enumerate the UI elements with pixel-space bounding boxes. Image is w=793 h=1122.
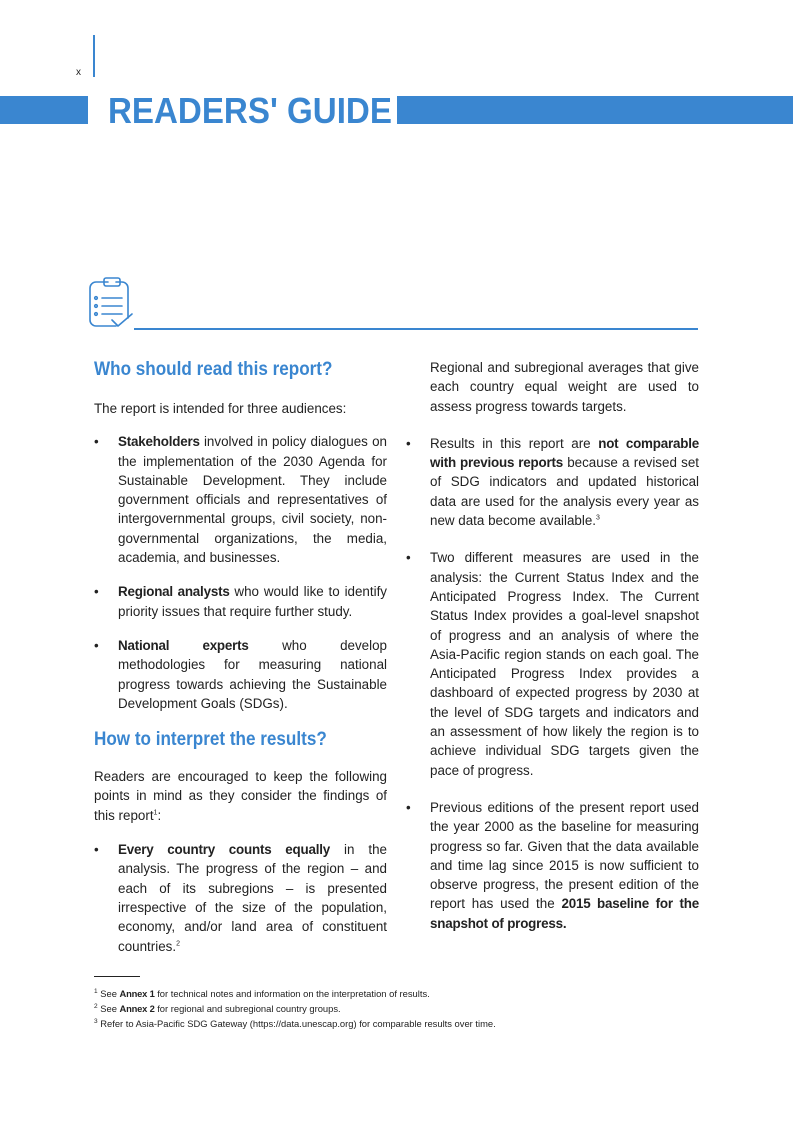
list-item: • Regional analysts who would like to identify priority issues that require further study. <box>94 582 387 621</box>
right-column <box>406 358 699 933</box>
list-item: • Two different measures are used in the analysis: the Current Status Index and the Anticipated Progress Index. The Current Status Index provides a goal-level snapshot of progress and an analysis of where the Asia-Pacific region stands on each goal. The Anticipated Progress Index provides a dashboard of expected progress by 2030 at the level of SDG targets and indicators and an assessment of how likely the region is to achieve individual SDG targets given the pace of progress. <box>406 548 699 780</box>
list-item: • Previous editions of the present report used the year 2000 as the baseline for measuring progress so far. Given that the data available and time lag since 2015 is now sufficient to observe progress, the present edition of the report has used the 2015 baseline for the snapshot of progress. <box>406 798 699 933</box>
interpret-intro: Readers are encouraged to keep the following points in mind as they consider the findings of this report$^1$: <box>94 769 387 823</box>
interpret-list <box>94 840 387 956</box>
footnote-2: $^2$ See Annex 2 for regional and subregional country groups. <box>94 1002 341 1014</box>
page-number: x <box>76 67 81 78</box>
footnote-ref: 3 <box>596 514 600 522</box>
left-column <box>94 358 387 956</box>
footnote-1: $^1$ See Annex 1 for technical notes and information on the interpretation of results. <box>94 987 430 999</box>
clipboard-checklist-icon <box>86 276 134 332</box>
footnote-ref: 2 <box>176 940 180 948</box>
intro-paragraph: The report is intended for three audiences: <box>94 401 347 416</box>
footnote-ref: 1 <box>153 809 158 817</box>
results-list <box>406 434 699 933</box>
title-band-left <box>0 96 88 124</box>
title-band-right <box>397 96 793 124</box>
continued-paragraph: Regional and subregional averages that give each country equal weight are used to assess progress towards targets. <box>430 360 699 414</box>
heading-how-to-interpret: How to interpret the results? <box>94 729 327 751</box>
audience-list <box>94 432 387 713</box>
footnotes <box>94 986 714 1031</box>
page-edge-line <box>93 35 95 77</box>
page-title: READERS' GUIDE <box>108 90 392 131</box>
footnote-rule <box>94 976 140 977</box>
list-item: • National experts who develop methodologies for measuring national progress towards achieving the Sustainable Development Goals (SDGs). <box>94 636 387 713</box>
heading-who-should-read: Who should read this report? <box>94 359 333 380</box>
list-item: • Stakeholders involved in policy dialogues on the implementation of the 2030 Agenda for Sustainable Development. They include government officials and representatives of intergovernmental groups, civil society, non-governmental organizations, the media, academia, and businesses. <box>94 432 387 567</box>
footnote-3: $^3$ Refer to Asia-Pacific SDG Gateway (https://data.unescap.org) for comparable results over time. <box>94 1017 496 1029</box>
list-item: • Results in this report are not comparable with previous reports because a revised set of SDG indicators and updated historical data are used for the analysis every year as new data become available.$^3$ <box>406 434 699 530</box>
section-divider <box>134 328 698 330</box>
list-item: • Every country counts equally in the analysis. The progress of the region – and each of its subregions – is presented irrespective of the size of the population, economy, and/or land area of constituent countries.$^2$ <box>94 840 387 956</box>
